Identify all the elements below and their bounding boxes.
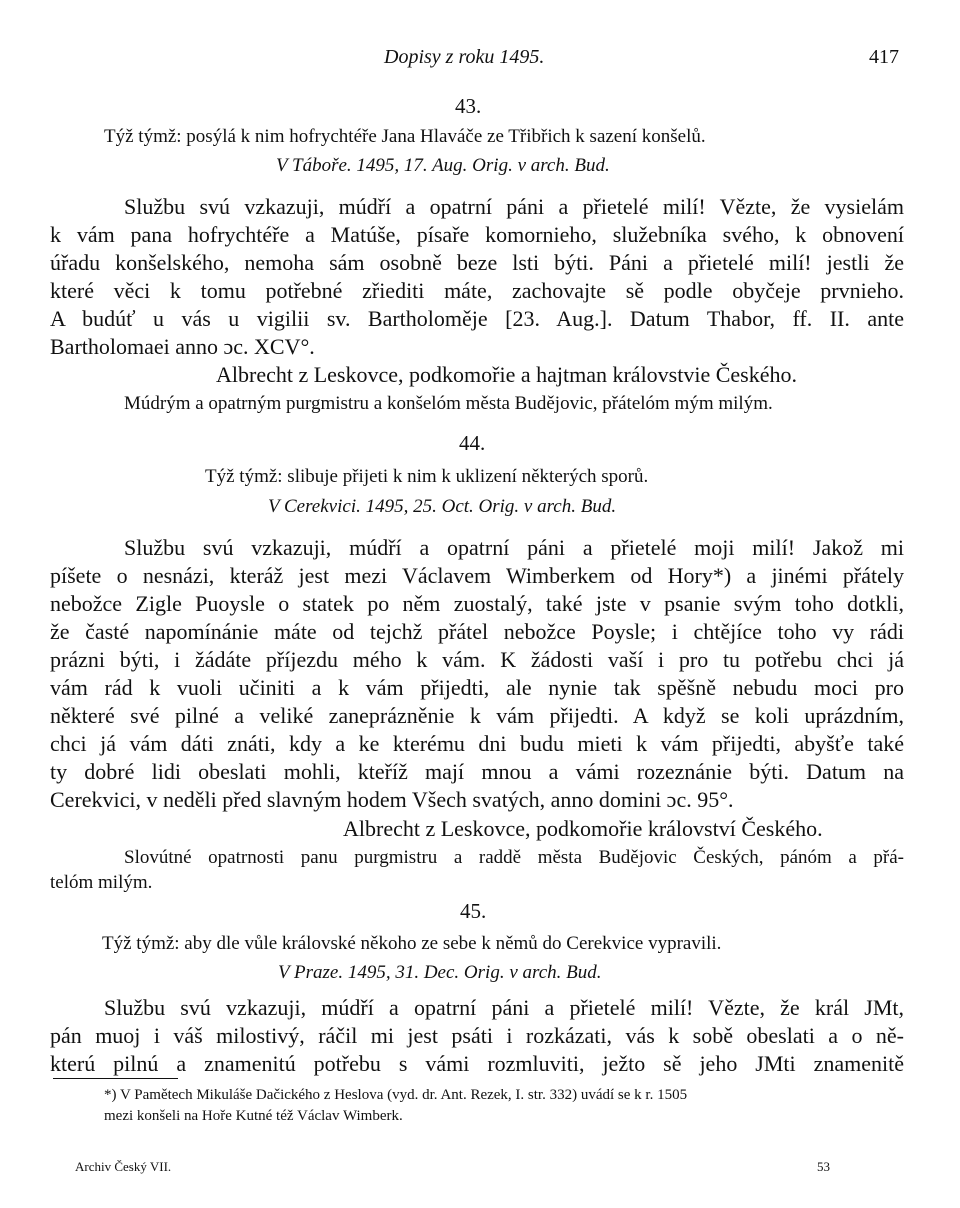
running-title: Dopisy z roku 1495. [384, 46, 545, 68]
letter-line: A budúť u vás u vigilii sv. Bartholoměje [23. Aug.]. Datum Thabor, ff. II. ante [50, 306, 904, 331]
letter-line: prázni býti, i žádáte příjezdu mého k vám. K žádosti vaší i pro tu potřebu chci já [50, 647, 904, 672]
letter-summary: Týž týmž: posýlá k nim hofrychtéře Jana Hlaváče ze Třibřich k sazení konšelů. [104, 126, 706, 147]
footnote-line: mezi konšeli na Hoře Kutné též Václav Wimberk. [104, 1108, 403, 1124]
letter-line: ty dobré lidi obeslati mohli, kteříž mají mnou a vámi rozeznánie býti. Datum na [50, 759, 904, 784]
letter-source: V Praze. 1495, 31. Dec. Orig. v arch. Bud. [278, 962, 602, 983]
letter-line: Bartholomaei anno ɔc. XCV°. [50, 334, 315, 359]
letter-signature: Albrecht z Leskovce, podkomořie království Českého. [343, 816, 823, 841]
footnote-line: *) V Pamětech Mikuláše Dačického z Heslova (vyd. dr. Ant. Rezek, I. str. 332) uvádí se k r. 1505 [104, 1087, 688, 1103]
letter-source: V Táboře. 1495, 17. Aug. Orig. v arch. Bud. [276, 155, 610, 176]
letter-line: Cerekvici, v neděli před slavným hodem Všech svatých, anno domini ɔc. 95°. [50, 787, 734, 812]
letter-number: 44. [459, 431, 486, 455]
letter-address: telóm milým. [50, 872, 153, 893]
letter-line: některé své pilné a veliké zaneprázněnie k vám přijedti. A když se koli uprázdním, [50, 703, 904, 728]
letter-line: Službu svú vzkazuji, múdří a opatrní páni a přietelé milí! Vězte, že král JMt, [104, 995, 904, 1020]
letter-source: V Cerekvici. 1495, 25. Oct. Orig. v arch. Bud. [268, 496, 617, 517]
letter-line: kterú pilnú a znamenitú potřebu s vámi rozmluviti, ježto sě jeho JMti znamenitě [50, 1051, 904, 1076]
letter-line: Službu svú vzkazuji, múdří a opatrní páni a přietelé milí! Vězte, že vysielám [124, 194, 904, 219]
letter-summary: Týž týmž: aby dle vůle královské někoho ze sebe k němů do Cerekvice vypravili. [102, 933, 722, 954]
page-number: 417 [869, 46, 899, 68]
letter-number: 43. [455, 94, 482, 118]
letter-line: chci já vám dáti znáti, kdy a ke kterému dni budu mieti k vám přijedti, abyšťe také [50, 731, 904, 756]
letter-line: k vám pana hofrychtéře a Matúše, písaře komornieho, služebníka svého, k obnovení [50, 222, 904, 247]
letter-number: 45. [460, 899, 487, 923]
letter-address: Slovútné opatrnosti panu purgmistru a raddě města Budějovic Českých, pánóm a přá- [124, 847, 904, 868]
letter-line: pán muoj i váš milostivý, ráčil mi jest psáti i rozkázati, vás k sobě obeslati a o ně- [50, 1023, 904, 1048]
letter-line: které věci k tomu potřebné zřiediti máte, zachovajte sě podle obyčeje prvnieho. [50, 278, 904, 303]
letter-summary: Týž týmž: slibuje přijeti k nim k uklizení některých sporů. [205, 466, 649, 487]
letter-line: že časté napomínánie máte od tejchž přátel nebožce Poysle; i chtějíce toho vy rádi [50, 619, 904, 644]
letter-line: úřadu konšelského, nemoha sám osobně beze lsti býti. Páni a přietelé milí! jestli že [50, 250, 904, 275]
letter-signature: Albrecht z Leskovce, podkomořie a hajtman královstvie Českého. [216, 362, 797, 387]
letter-line: Službu svú vzkazuji, múdří a opatrní páni a přietelé moji milí! Jakož mi [124, 535, 904, 560]
signature-mark: Archiv Český VII. [75, 1159, 172, 1174]
letter-line: píšete o nesnázi, kteráž jest mezi Václavem Wimberkem od Hory*) a jinémi přátely [50, 563, 904, 588]
letter-line: nebožce Zigle Puoysle o statek po něm zuostalý, také jste v psanie svým toho dotkli, [50, 591, 904, 616]
letter-address: Múdrým a opatrným purgmistru a konšelóm města Budějovic, přátelóm mým milým. [124, 393, 773, 414]
letter-line: vám rád k vuoli učiniti a k vám přijedti, ale nynie tak spěšně nebudu moci pro [50, 675, 904, 700]
sheet-number: 53 [817, 1159, 830, 1174]
footnote-rule [53, 1078, 178, 1079]
